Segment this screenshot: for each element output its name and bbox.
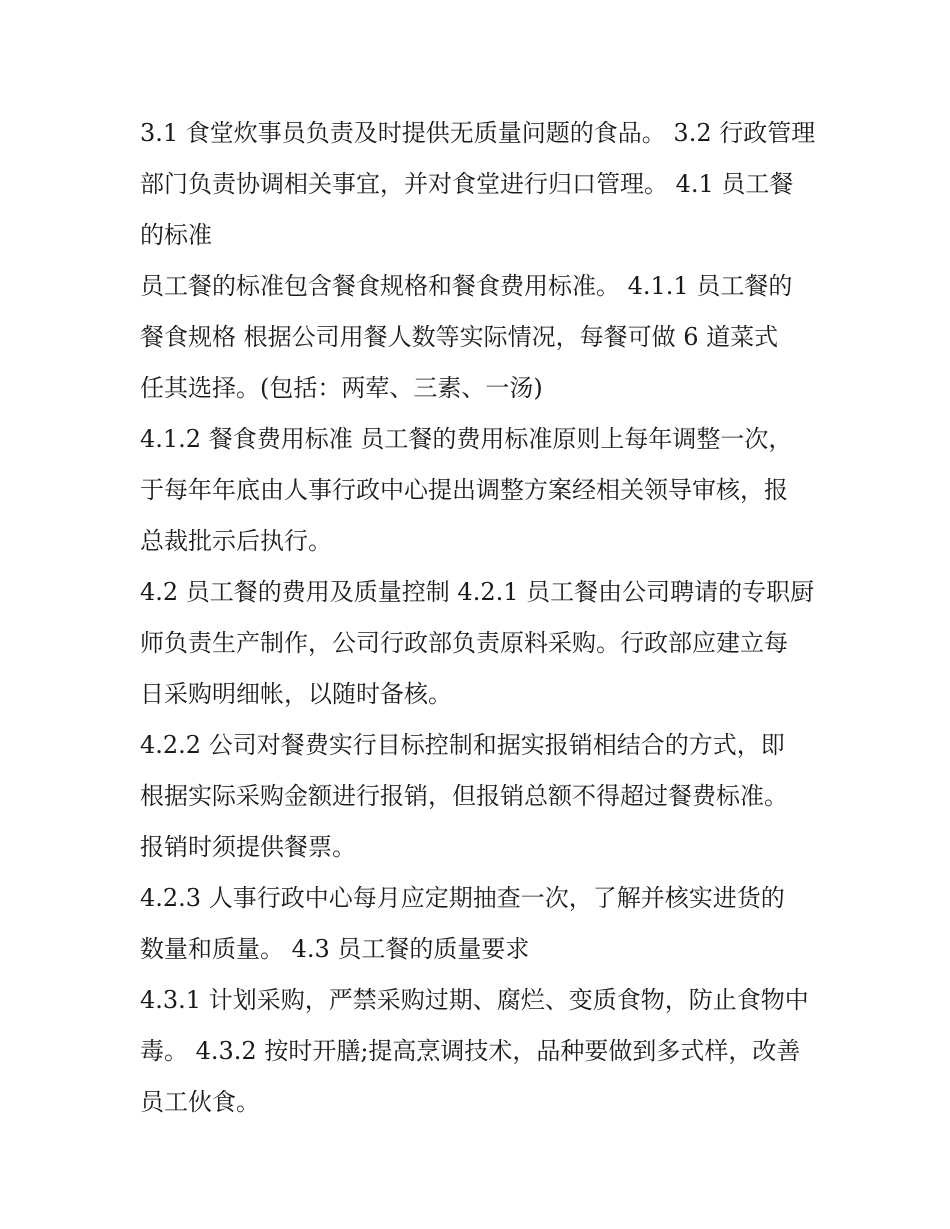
text-line: 部门负责协调相关事宜，并对食堂进行归口管理。 4.1 员工餐: [140, 170, 794, 198]
document-body: [140, 108, 820, 1128]
text-line: 总裁批示后执行。: [140, 527, 332, 555]
text-line: 日采购明细帐，以随时备核。: [140, 680, 452, 708]
text-line: 4.2 员工餐的费用及质量控制 4.2.1 员工餐由公司聘请的专职厨: [140, 578, 815, 606]
text-line: 4.1.2 餐食费用标准 员工餐的费用标准原则上每年调整一次，: [140, 425, 793, 453]
text-line: 4.3.1 计划采购，严禁采购过期、腐烂、变质食物，防止食物中: [140, 986, 809, 1014]
text-line: 报销时须提供餐票。: [140, 833, 356, 861]
text-line: 任其选择。(包括：两荤、三素、一汤): [140, 374, 543, 402]
text-line: 4.2.3 人事行政中心每月应定期抽查一次，了解并核实进货的: [140, 884, 785, 912]
text-line: 毒。 4.3.2 按时开膳;提高烹调技术，品种要做到多式样，改善: [140, 1037, 801, 1065]
text-line: 餐食规格 根据公司用餐人数等实际情况，每餐可做 6 道菜式: [140, 323, 779, 351]
text-line: 根据实际采购金额进行报销，但报销总额不得超过餐费标准。: [140, 782, 788, 810]
text-line: 4.2.2 公司对餐费实行目标控制和据实报销相结合的方式，即: [140, 731, 785, 759]
text-line: 员工伙食。: [140, 1088, 260, 1116]
text-line: 数量和质量。 4.3 员工餐的质量要求: [140, 935, 530, 963]
text-line: 3.1 食堂炊事员负责及时提供无质量问题的食品。 3.2 行政管理: [140, 119, 816, 147]
text-line: 师负责生产制作，公司行政部负责原料采购。行政部应建立每: [140, 629, 788, 657]
text-line: 的标准: [140, 221, 212, 249]
text-line: 员工餐的标准包含餐食规格和餐食费用标准。 4.1.1 员工餐的: [140, 272, 793, 300]
text-line: 于每年年底由人事行政中心提出调整方案经相关领导审核，报: [140, 476, 788, 504]
